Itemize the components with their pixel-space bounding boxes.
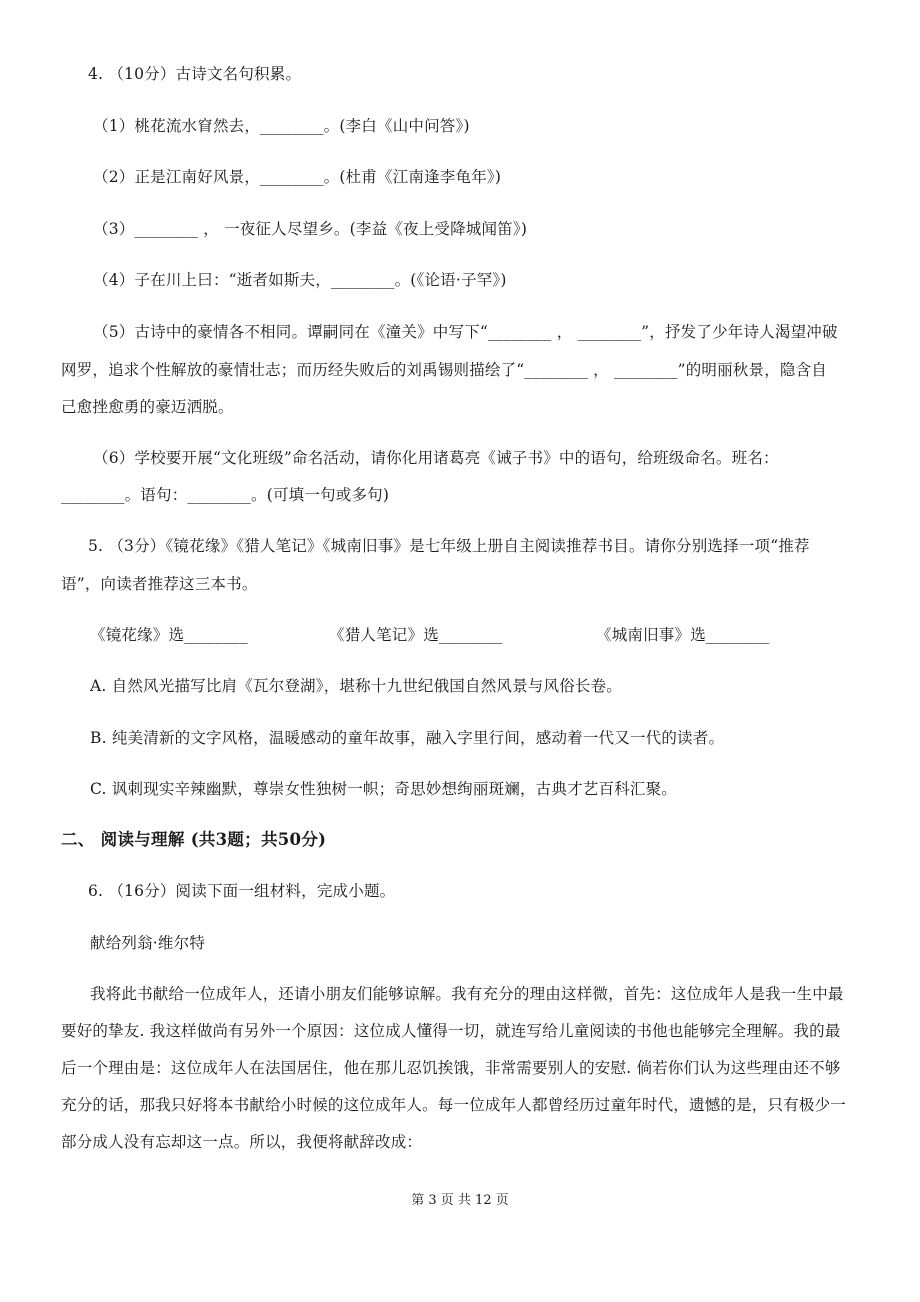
q4-item-5-line-1: （5）古诗中的豪情各不相同。谭嗣同在《潼关》中写下“________ ， ________”，抒发了少年诗人渴望冲破 (93, 323, 838, 341)
q6-paragraph-line-1: 我将此书献给一位成年人，还请小朋友们能够谅解。我有充分的理由这样微，首先：这位成年人是我一生中最 (90, 985, 844, 1003)
q4-title: 4. （10分）古诗文名句积累。 (88, 65, 302, 83)
q4-item-6-line-1: （6）学校要开展“文化班级”命名活动，请你化用诸葛亮《诫子书》中的语句，给班级命名。班名： (93, 449, 779, 467)
q6-title: 6. （16分）阅读下面一组材料，完成小题。 (88, 882, 396, 900)
q6-paragraph-line-4: 充分的话，那我只好将本书献给小时候的这位成年人。每一位成年人都曾经历过童年时代，遗憾的是，只有极少一 (61, 1096, 847, 1114)
q5-blank-chengnanjiushi: 《城南旧事》选________ (596, 626, 770, 644)
section-2-heading: 二、 阅读与理解 (共3题；共50分) (61, 830, 327, 849)
q4-item-3: （3）________ ， 一夜征人尽望乡。(李益《夜上受降城闻笛》) (93, 220, 528, 238)
q6-paragraph-line-2: 要好的挚友. 我这样做尚有另外一个原因：这位成人懂得一切，就连写给儿童阅读的书他也能够完全理解。我的最 (61, 1022, 841, 1040)
q5-title-line-2: 语”，向读者推荐这三本书。 (61, 575, 258, 593)
q4-item-5-line-3: 己愈挫愈勇的豪迈洒脱。 (61, 398, 234, 416)
q4-item-1: （1）桃花流水窅然去，________。(李白《山中问答》) (93, 117, 470, 135)
q6-subtitle: 献给列翁·维尔特 (90, 934, 206, 952)
q6-paragraph-line-5: 部分成人没有忘却这一点。所以，我便将献辞改成： (61, 1133, 423, 1151)
q4-item-2: （2）正是江南好风景，________。(杜甫《江南逢李龟年》) (93, 168, 502, 186)
q5-blank-lierenbiji: 《猎人笔记》选________ (329, 626, 503, 644)
q5-option-c: C. 讽刺现实辛辣幽默，尊崇女性独树一帜；奇思妙想绚丽斑斓，古典才艺百科汇聚。 (90, 780, 677, 798)
q4-item-4: （4）子在川上曰：“逝者如斯夫，________。(《论语·子罕》) (93, 271, 507, 289)
q4-item-5-line-2: 网罗，追求个性解放的豪情壮志；而历经失败后的刘禹锡则描绘了“________ ， ________”的明丽秋景，隐含自 (61, 361, 828, 379)
q5-blank-jinghuayuan: 《镜花缘》选________ (90, 626, 248, 644)
q4-item-6-line-2: ________。语句：________。(可填一句或多句) (61, 486, 390, 504)
q6-paragraph-line-3: 后一个理由是：这位成年人在法国居住，他在那儿忍饥挨饿，非常需要别人的安慰. 倘若你们认为这些理由还不够 (61, 1059, 841, 1077)
q5-option-a: A. 自然风光描写比肩《瓦尔登湖》，堪称十九世纪俄国自然风景与风俗长卷。 (90, 677, 622, 695)
q5-title-line-1: 5. （3分）《镜花缘》《猎人笔记》《城南旧事》是七年级上册自主阅读推荐书目。请你分别选择一项“推荐 (88, 537, 810, 555)
q5-option-b: B. 纯美清新的文字风格，温暖感动的童年故事，融入字里行间，感动着一代又一代的读者。 (90, 729, 725, 747)
page-footer: 第 3 页 共 12 页 (411, 1193, 509, 1208)
